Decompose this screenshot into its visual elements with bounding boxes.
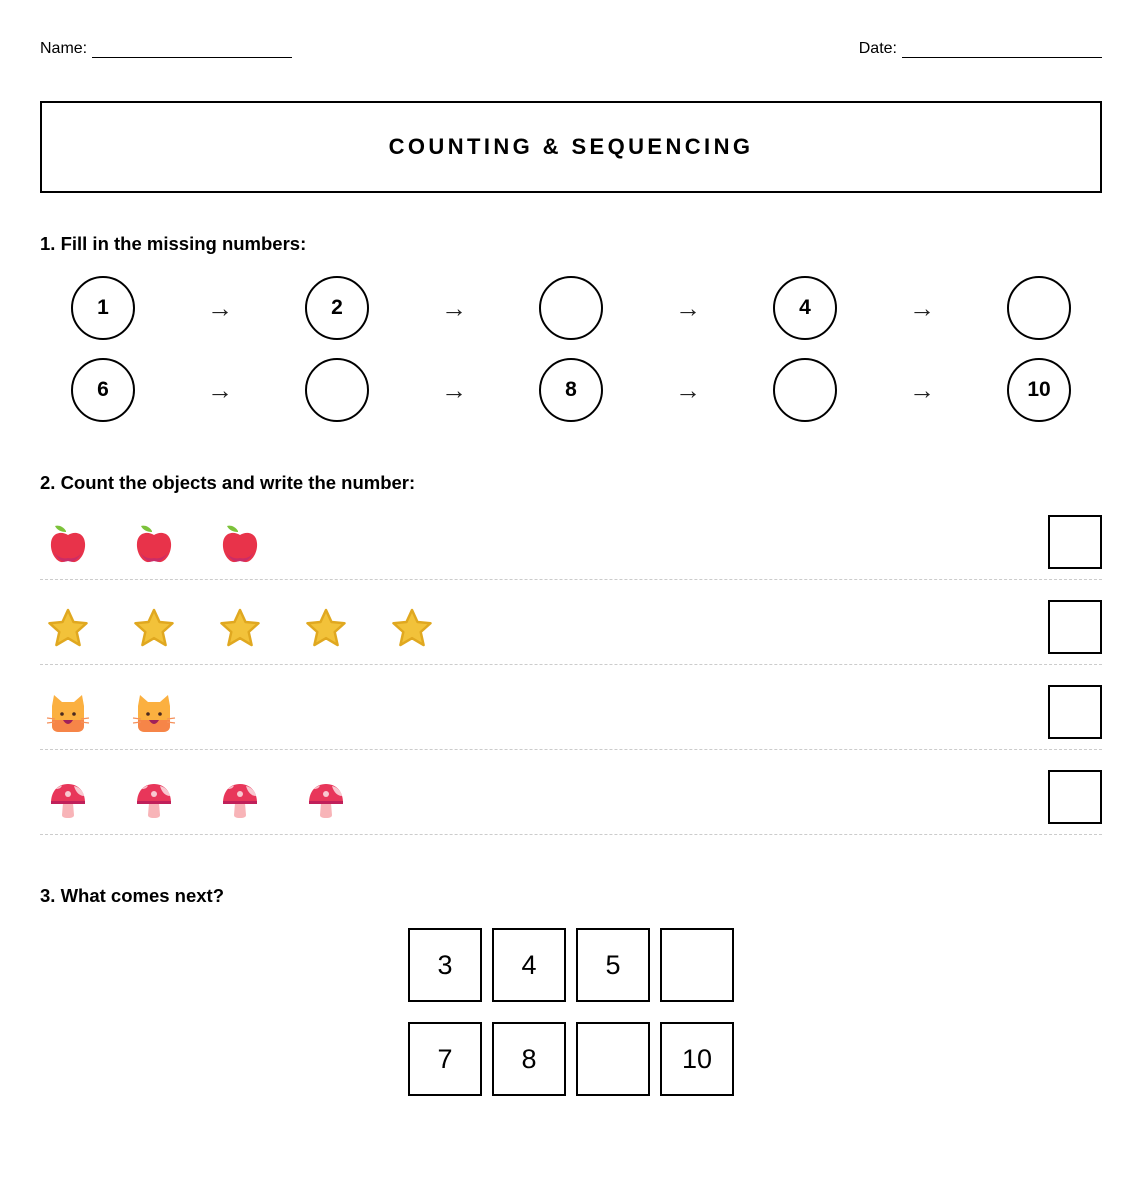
number-cell: 3 bbox=[408, 928, 482, 1002]
arrow-right-icon: → bbox=[441, 293, 467, 323]
answer-box[interactable] bbox=[1048, 600, 1102, 654]
mushroom-icon bbox=[303, 776, 349, 822]
answer-box[interactable] bbox=[1048, 515, 1102, 569]
cat-face-icon bbox=[45, 691, 91, 737]
name-field[interactable] bbox=[40, 40, 292, 58]
name-label: Name: bbox=[40, 40, 88, 57]
date-line[interactable] bbox=[902, 43, 1102, 58]
count-row-apples bbox=[40, 515, 1102, 580]
sequence-circle[interactable]: 2 bbox=[305, 276, 369, 340]
count-row-mushrooms bbox=[40, 750, 1102, 835]
date-label: Date: bbox=[858, 40, 897, 57]
date-field[interactable] bbox=[859, 40, 1102, 58]
sequence-row-2 bbox=[40, 358, 1102, 422]
section-3-heading: 3. What comes next? bbox=[40, 885, 225, 906]
sequence-circle[interactable]: 8 bbox=[539, 358, 603, 422]
sequence-circle[interactable]: 6 bbox=[71, 358, 135, 422]
next-row-2 bbox=[408, 1022, 744, 1096]
count-row-cats bbox=[40, 665, 1102, 750]
sequence-row-1 bbox=[40, 276, 1102, 340]
star-icon bbox=[303, 606, 349, 652]
number-cell: 5 bbox=[576, 928, 650, 1002]
arrow-right-icon: → bbox=[909, 375, 935, 405]
cat-face-icon bbox=[131, 691, 177, 737]
header-row bbox=[40, 40, 1102, 60]
object-group bbox=[45, 606, 475, 656]
number-cell-blank[interactable] bbox=[660, 928, 734, 1002]
sequence-circle[interactable]: 10 bbox=[1007, 358, 1071, 422]
object-group bbox=[45, 521, 303, 571]
answer-box[interactable] bbox=[1048, 770, 1102, 824]
page-title: COUNTING & SEQUENCING bbox=[388, 134, 754, 159]
number-cell: 10 bbox=[660, 1022, 734, 1096]
arrow-right-icon: → bbox=[207, 293, 233, 323]
mushroom-icon bbox=[45, 776, 91, 822]
number-cell: 8 bbox=[492, 1022, 566, 1096]
object-group bbox=[45, 691, 217, 741]
star-icon bbox=[131, 606, 177, 652]
number-cell: 4 bbox=[492, 928, 566, 1002]
sequence-circle[interactable]: 4 bbox=[773, 276, 837, 340]
number-cell-blank[interactable] bbox=[576, 1022, 650, 1096]
star-icon bbox=[217, 606, 263, 652]
sequence-circle[interactable]: 1 bbox=[71, 276, 135, 340]
apple-icon bbox=[217, 521, 263, 567]
apple-icon bbox=[45, 521, 91, 567]
name-line[interactable] bbox=[92, 43, 292, 58]
apple-icon bbox=[131, 521, 177, 567]
star-icon bbox=[45, 606, 91, 652]
count-row-stars bbox=[40, 580, 1102, 665]
mushroom-icon bbox=[217, 776, 263, 822]
arrow-right-icon: → bbox=[675, 293, 701, 323]
sequence-circle-blank[interactable] bbox=[773, 358, 837, 422]
arrow-right-icon: → bbox=[207, 375, 233, 405]
sequence-circle-blank[interactable] bbox=[1007, 276, 1071, 340]
arrow-right-icon: → bbox=[909, 293, 935, 323]
mushroom-icon bbox=[131, 776, 177, 822]
sequence-circle-blank[interactable] bbox=[305, 358, 369, 422]
arrow-right-icon: → bbox=[675, 375, 701, 405]
object-group bbox=[45, 776, 389, 826]
star-icon bbox=[389, 606, 435, 652]
arrow-right-icon: → bbox=[441, 375, 467, 405]
answer-box[interactable] bbox=[1048, 685, 1102, 739]
next-row-1 bbox=[408, 928, 744, 1002]
sequence-circle-blank[interactable] bbox=[539, 276, 603, 340]
title-box bbox=[40, 101, 1102, 193]
section-2-heading: 2. Count the objects and write the number: bbox=[40, 472, 416, 493]
section-1-heading: 1. Fill in the missing numbers: bbox=[40, 233, 307, 254]
number-cell: 7 bbox=[408, 1022, 482, 1096]
